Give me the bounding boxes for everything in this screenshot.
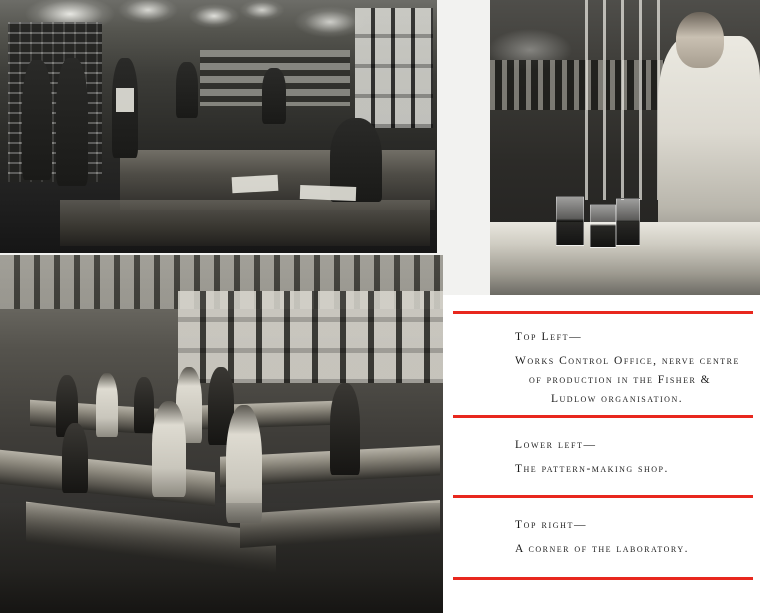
divider-rule-3 — [453, 495, 753, 498]
caption-heading: Lower left— — [515, 439, 597, 451]
caption-lower-left — [515, 439, 750, 479]
craftsman — [152, 401, 186, 497]
craftsman — [134, 377, 154, 433]
divider-rule-2 — [453, 415, 753, 418]
shop-floor — [0, 503, 443, 613]
office-worker — [22, 60, 52, 180]
burette-rack — [585, 0, 663, 200]
caption-heading: Top Left— — [515, 331, 583, 343]
desk-row-foreground — [60, 200, 430, 246]
office-worker — [176, 62, 198, 118]
craftsman — [96, 373, 118, 437]
divider-rule-4 — [453, 577, 753, 580]
paperwork — [300, 185, 356, 201]
craftsman — [330, 383, 360, 475]
caption-panel — [443, 295, 760, 613]
lab-coat — [658, 36, 760, 251]
caption-line: of production in the Fisher & — [529, 374, 712, 386]
caption-line: A corner of the laboratory. — [515, 543, 689, 555]
paperwork — [116, 88, 134, 112]
caption-top-left — [515, 331, 750, 409]
beaker — [590, 204, 616, 248]
beaker — [616, 198, 640, 246]
office-worker — [56, 58, 88, 186]
caption-line: The pattern-making shop. — [515, 463, 669, 475]
window-panes — [355, 8, 433, 128]
photo-laboratory — [490, 0, 760, 295]
photo-works-control-office — [0, 0, 437, 253]
technician-head — [676, 12, 724, 68]
caption-line: Ludlow organisation. — [551, 393, 684, 405]
photo-pattern-making-shop — [0, 255, 443, 613]
paperwork — [232, 175, 279, 193]
caption-top-right — [515, 519, 750, 559]
office-worker — [262, 68, 286, 124]
divider-rule-1 — [453, 311, 753, 314]
caption-heading: Top right— — [515, 519, 588, 531]
caption-line: Works Control Office, nerve centre — [515, 355, 740, 367]
craftsman — [62, 423, 88, 493]
beaker — [556, 196, 584, 246]
